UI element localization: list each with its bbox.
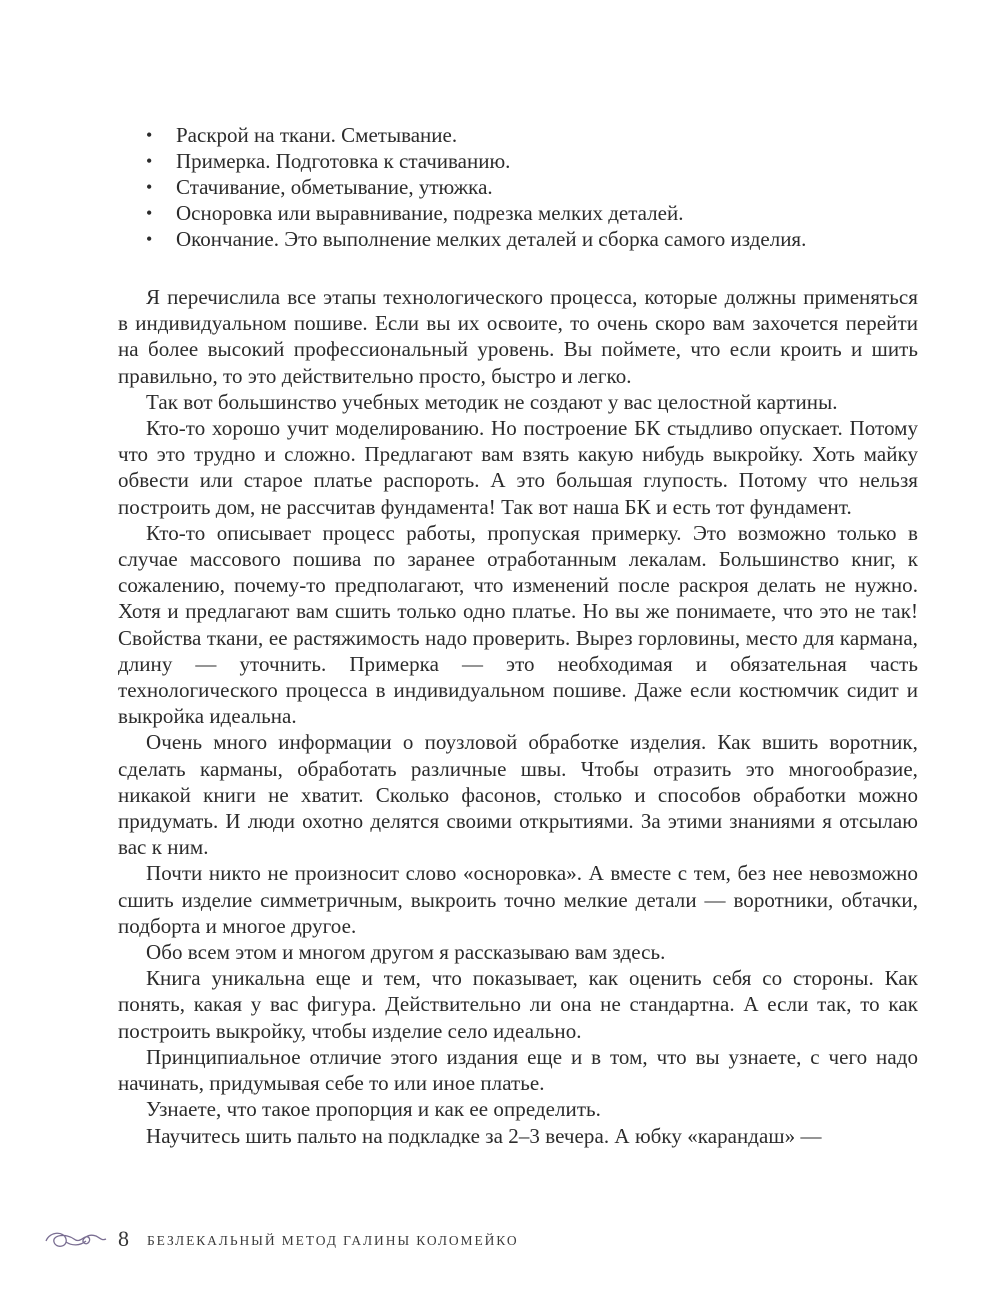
paragraph: Очень много информации о поузловой обработке изделия. Как вшить воротник, сделать карманы, обработать различные швы. Чтобы отразить это многообразие, никакой книги не хватит. Сколько фасонов, столько и способов обработки можно придумать. И люди охотно делятся своими открытиями. За этими знаниями я отсылаю вас к ним.	[118, 730, 918, 860]
running-title: БЕЗЛЕКАЛЬНЫЙ МЕТОД ГАЛИНЫ КОЛОМЕЙКО	[147, 1232, 519, 1248]
paragraph: Обо всем этом и многом другом я рассказываю вам здесь.	[146, 940, 666, 965]
page-number: 8	[118, 1226, 129, 1251]
paragraph: Почти никто не произносит слово «осноровка». А вместе с тем, без нее невозможно сшить изделие симметричным, выкроить точно мелкие детали — воротники, обтачки, подборта и многое другое.	[118, 861, 918, 938]
paragraph: Так вот большинство учебных методик не создают у вас целостной картины.	[146, 389, 838, 414]
page-footer	[44, 1224, 518, 1254]
paragraph: Я перечислила все этапы технологического процесса, которые должны применяться в индивидуальном пошиве. Если вы их освоите, то очень скоро вам захочется перейти на более высокий профессиональный уровень. Вы поймете, что если кроить и шить правильно, то это действительно просто, быстро и легко.	[118, 285, 918, 388]
process-steps-list	[146, 122, 906, 252]
list-item: • Раскрой на ткани. Сметывание.	[146, 122, 906, 148]
paragraph: Принципиальное отличие этого издания еще и в том, что вы узнаете, с чего надо начинать, придумывая себе то или иное платье.	[118, 1044, 918, 1096]
list-item: • Осноровка или выравнивание, подрезка мелких деталей.	[146, 200, 906, 226]
flourish-ornament-icon	[44, 1227, 108, 1251]
list-item: • Стачивание, обметывание, утюжка.	[146, 174, 906, 200]
paragraph: Узнаете, что такое пропорция и как ее определить.	[146, 1097, 601, 1122]
list-item: • Окончание. Это выполнение мелких деталей и сборка самого изделия.	[146, 226, 906, 252]
paragraph: Научитесь шить пальто на подкладке за 2–3 вечера. А юбку «карандаш» —	[146, 1123, 822, 1148]
body-text	[118, 284, 918, 1149]
paragraph: Кто-то описывает процесс работы, пропуская примерку. Это возможно только в случае массового пошива по заранее отработанным лекалам. Большинство книг, к сожалению, почему-то предполагают, что изменений после раскроя делать не нужно. Хотя и предлагают вам сшить только одно платье. Но вы же понимаете, что это не так! Свойства ткани, ее растяжимость надо проверить. Вырез горловины, место для кармана, длину — уточнить. Примерка — это необходимая и обязательная часть технологического процесса в индивидуальном пошиве. Даже если костюмчик сидит и выкройка идеальна.	[118, 520, 918, 729]
list-item: • Примерка. Подготовка к стачиванию.	[146, 148, 906, 174]
paragraph: Кто-то хорошо учит моделированию. Но построение БК стыдливо опускает. Потому что это трудно и сложно. Предлагают вам взять какую нибудь выкройку. Хоть майку обвести или старое платье распороть. А это большая глупость. Потому что нельзя построить дом, не рассчитав фундамента! Так вот наша БК и есть тот фундамент.	[118, 416, 918, 519]
paragraph: Книга уникальна еще и тем, что показывает, как оценить себя со стороны. Как понять, какая у вас фигура. Действительно ли она не стандартна. А если так, то как построить выкройку, чтобы изделие село идеально.	[118, 966, 918, 1043]
